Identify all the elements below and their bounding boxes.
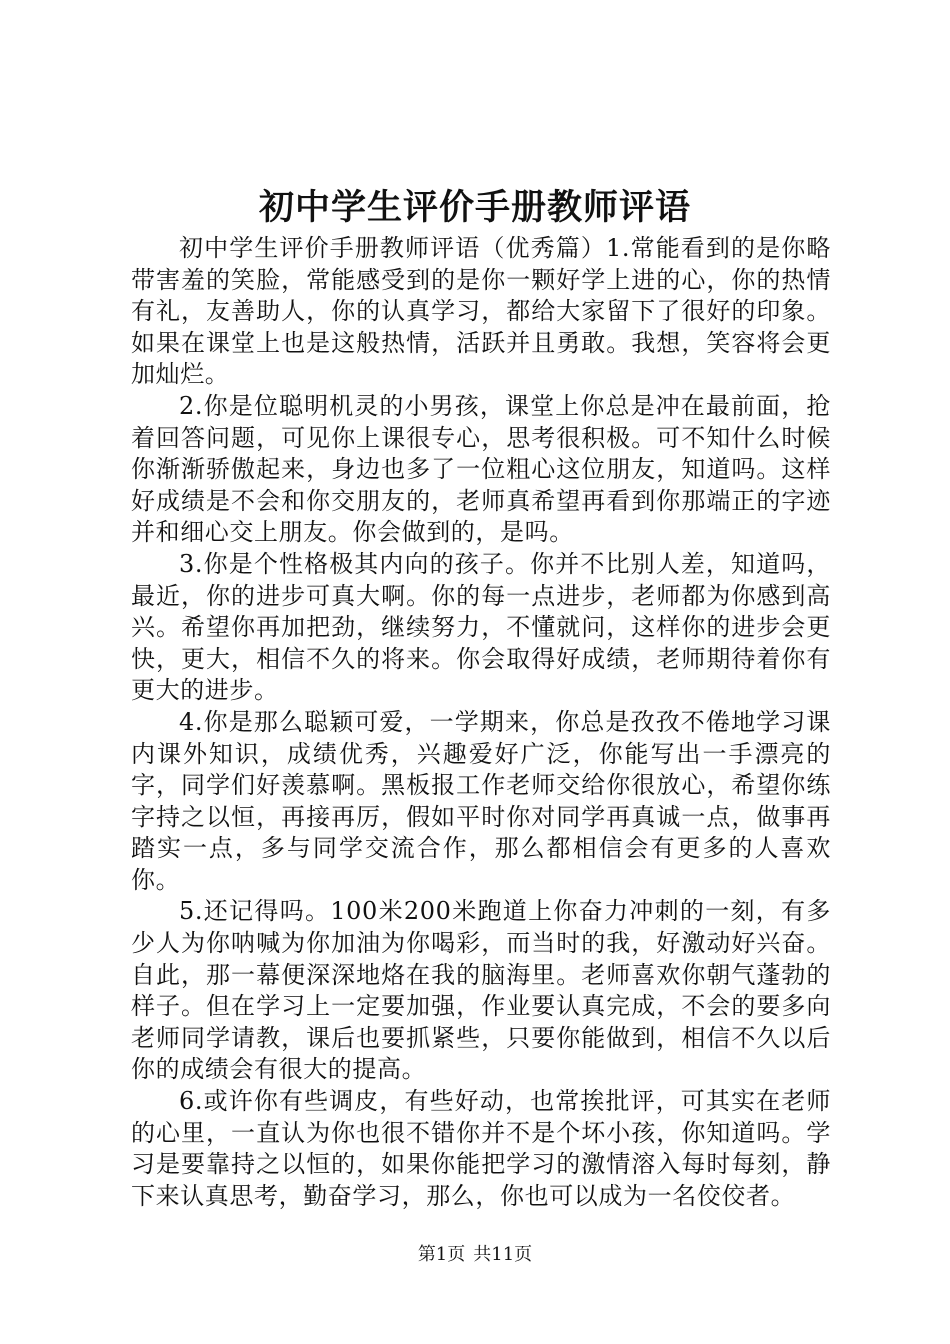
page-number: 第1页	[417, 1244, 466, 1265]
document-body	[131, 233, 831, 1212]
document-title: 初中学生评价手册教师评语	[258, 187, 691, 228]
paragraph-6: 6.或许你有些调皮，有些好动，也常挨批评，可其实在老师的心里，一直认为你也很不错你并不是个坏小孩，你知道吗。学习是要靠持之以恒的，如果你能把学习的激情溶入每时每刻，静下来认真思考，勤奋学习，那么，你也可以成为一名佼佼者。	[131, 1087, 831, 1210]
paragraph-4: 4.你是那么聪颖可爱，一学期来，你总是孜孜不倦地学习课内课外知识，成绩优秀，兴趣爱好广泛，你能写出一手漂亮的字，同学们好羡慕啊。黑板报工作老师交给你很放心，希望你练字持之以恒，再接再厉，假如平时你对同学再真诚一点，做事再踏实一点，多与同学交流合作，那么都相信会有更多的人喜欢你。	[131, 707, 831, 894]
paragraph-1: 初中学生评价手册教师评语（优秀篇）1.常能看到的是你略带害羞的笑脸，常能感受到的是你一颗好学上进的心，你的热情有礼，友善助人，你的认真学习，都给大家留下了很好的印象。如果在课堂上也是这般热情，活跃并且勇敢。我想，笑容将会更加灿烂。	[131, 234, 831, 389]
page-footer	[0, 1242, 950, 1268]
paragraph-3: 3.你是个性格极其内向的孩子。你并不比别人差，知道吗，最近，你的进步可真大啊。你的每一点进步，老师都为你感到高兴。希望你再加把劲，继续努力，不懂就问，这样你的进步会更快，更大，相信不久的将来。你会取得好成绩，老师期待着你有更大的进步。	[131, 549, 831, 705]
paragraph-2: 2.你是位聪明机灵的小男孩，课堂上你总是冲在最前面，抢着回答问题，可见你上课很专心，思考很积极。可不知什么时候你渐渐骄傲起来，身边也多了一位粗心这位朋友，知道吗。这样好成绩是不会和你交朋友的，老师真希望再看到你那端正的字迹并和细心交上朋友。你会做到的，是吗。	[131, 391, 831, 547]
total-pages: 共11页	[473, 1244, 533, 1265]
paragraph-5: 5.还记得吗。100米200米跑道上你奋力冲刺的一刻，有多少人为你呐喊为你加油为你喝彩，而当时的我，好激动好兴奋。自此，那一幕便深深地烙在我的脑海里。老师喜欢你朝气蓬勃的样子。但在学习上一定要加强，作业要认真完成，不会的要多向老师同学请教，课后也要抓紧些，只要你能做到，相信不久以后你的成绩会有很大的提高。	[131, 897, 831, 1084]
